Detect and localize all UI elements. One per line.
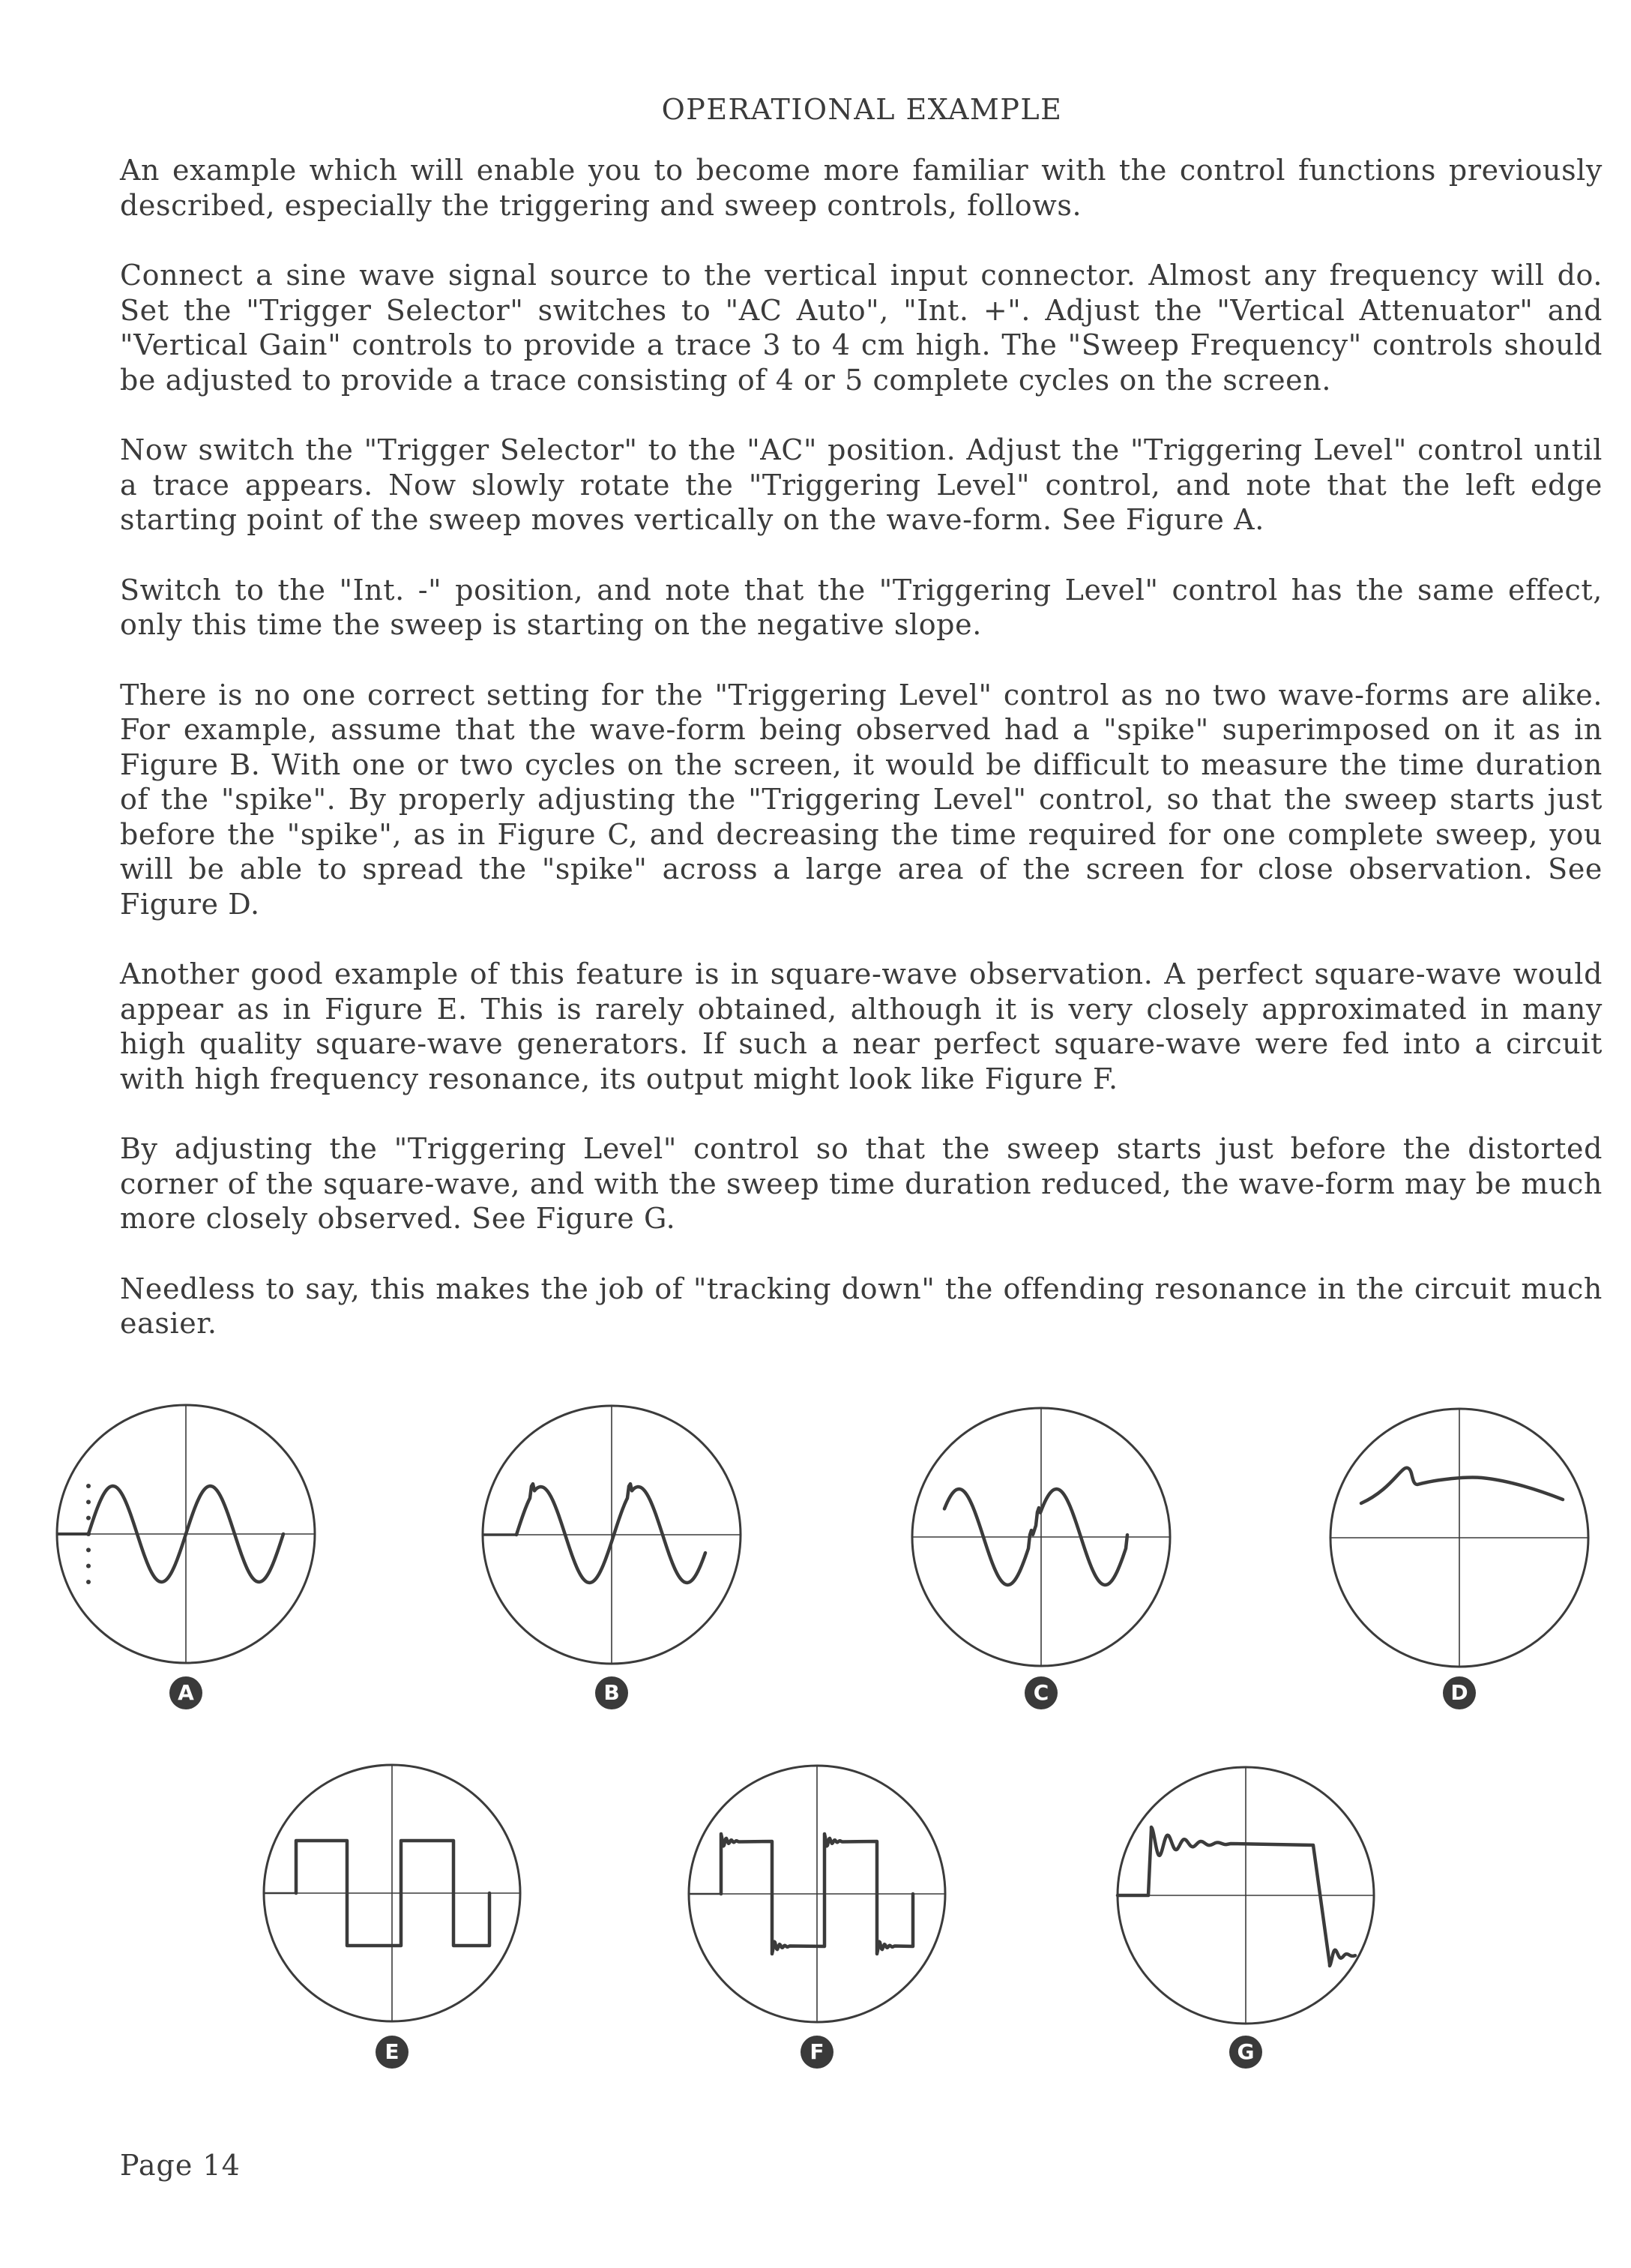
scope-screen-circle <box>1118 1767 1374 2024</box>
figure-label-g: G <box>1229 2036 1262 2069</box>
waveform-trace <box>1118 1827 1355 1966</box>
paragraph-spike-example: There is no one correct setting for the "Triggering Level" control as no two wave-forms are alike. For example, assume that the wave-form being observed had a "spike" superimposed on it as in Figure B. With one or two cycles on the screen, it would be difficult to measure the time duration of the "spike". By properly adjusting the "Triggering Level" control, so that the sweep starts just before the "spike", as in Figure C, and decreasing the time required for one complete sweep, you will be able to spread the "spike" across a large area of the screen for close observation. See Figure D. <box>120 678 1603 921</box>
figure-label-c: C <box>1025 1676 1058 1709</box>
scope-screen-circle <box>689 1766 945 2022</box>
figure-label-a: A <box>169 1676 202 1709</box>
scope-screen-circle <box>1330 1409 1588 1667</box>
waveform-trace <box>944 1489 1127 1585</box>
scope-screen-circle <box>57 1405 315 1663</box>
figure-label-e: E <box>376 2036 408 2069</box>
paragraph-intro: An example which will enable you to become more familiar with the control functions previously described, especially the triggering and sweep controls, follows. <box>120 154 1603 222</box>
figure-b <box>483 1406 741 1664</box>
paragraph-conclusion: Needless to say, this makes the job of "tracking down" the offending resonance in the circuit much easier. <box>120 1272 1603 1340</box>
figure-g <box>1118 1767 1374 2024</box>
trigger-point-dot <box>86 1547 91 1552</box>
figure-c <box>912 1408 1170 1666</box>
scope-screen-circle <box>912 1408 1170 1666</box>
trigger-point-dot <box>86 1516 91 1520</box>
paragraph-int-minus: Switch to the "Int. -" position, and note that the "Triggering Level" control has the same effect, only this time the sweep is starting on the negative slope. <box>120 573 1603 641</box>
figure-e <box>264 1765 520 2021</box>
waveform-trace <box>296 1841 489 1946</box>
trigger-point-dot <box>86 1500 91 1504</box>
figure-f <box>689 1766 945 2022</box>
page-number: Page 14 <box>120 2149 241 2182</box>
waveform-trace <box>1361 1468 1563 1503</box>
scope-screen-circle <box>483 1406 741 1664</box>
trigger-point-dot <box>86 1580 91 1584</box>
figure-a <box>57 1405 315 1663</box>
paragraph-trigger-ac: Now switch the "Trigger Selector" to the "AC" position. Adjust the "Triggering Level" control until a trace appears. Now slowly rotate the "Triggering Level" control, and note that the left edge starting point of the sweep moves vertically on the wave-form. See Figure A. <box>120 433 1603 536</box>
paragraph-connect-signal: Connect a sine wave signal source to the vertical input connector. Almost any frequency will do. Set the "Trigger Selector" switches to "AC Auto", "Int. +". Adjust the "Vertical Attenuator" and "Vertical Gain" controls to provide a trace 3 to 4 cm high. The "Sweep Frequency" controls should be adjusted to provide a trace consisting of 4 or 5 complete cycles on the screen. <box>120 259 1603 397</box>
body-text <box>120 153 1603 1377</box>
figure-label-f: F <box>801 2036 833 2069</box>
waveform-trace <box>516 1484 705 1583</box>
trigger-point-dot <box>86 1484 91 1488</box>
waveform-trace <box>88 1486 283 1582</box>
figure-label-d: D <box>1443 1676 1476 1709</box>
figure-label-b: B <box>595 1676 628 1709</box>
paragraph-distorted-corner: By adjusting the "Triggering Level" control so that the sweep starts just before the distorted corner of the square-wave, and with the sweep time duration reduced, the wave-form may be much more closely observed. See Figure G. <box>120 1132 1603 1235</box>
waveform-trace <box>721 1834 913 1954</box>
trigger-point-dot <box>86 1564 91 1568</box>
page-title: OPERATIONAL EXAMPLE <box>661 93 1063 126</box>
figure-d <box>1330 1409 1588 1667</box>
paragraph-square-wave: Another good example of this feature is in square-wave observation. A perfect square-wave would appear as in Figure E. This is rarely obtained, although it is very closely approximated in many high quality square-wave generators. If such a near perfect square-wave were fed into a circuit with high frequency resonance, its output might look like Figure F. <box>120 957 1603 1095</box>
trigger-point-dot <box>86 1532 91 1536</box>
scope-screen-circle <box>264 1765 520 2021</box>
